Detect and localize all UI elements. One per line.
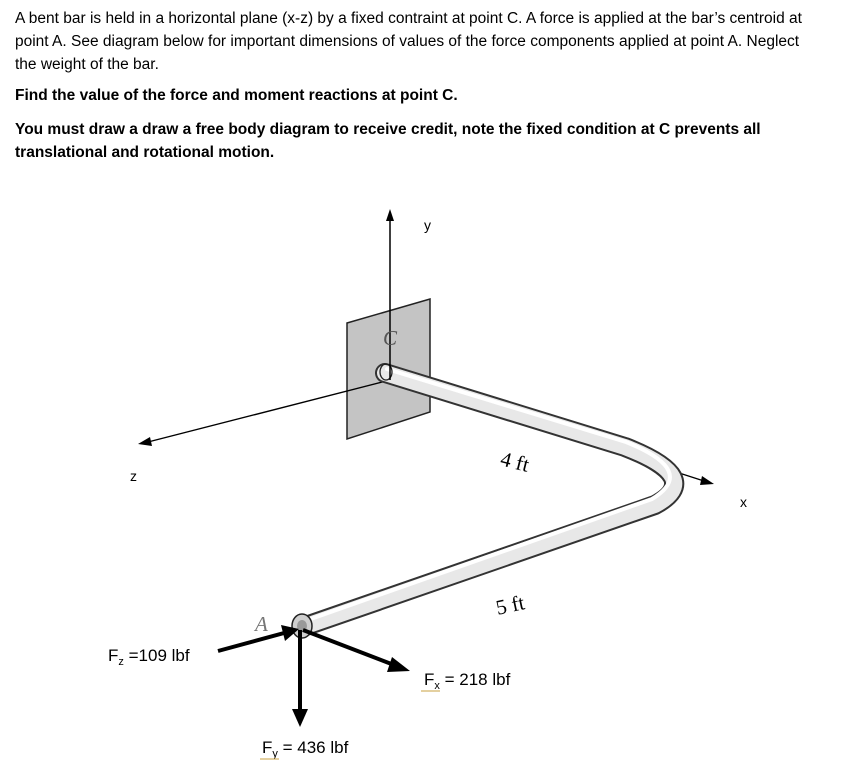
problem-paragraph-requirement: You must draw a draw a free body diagram to receive credit, note the fixed condition at C prevents all translational and rotational motion. <box>15 121 761 161</box>
x-axis-label: x <box>740 494 747 510</box>
dimension-4ft-label: 4 ft <box>498 446 532 477</box>
force-fx-arrow <box>303 630 410 672</box>
point-c-label: C <box>383 326 398 350</box>
force-fz-label: $F_z =109$ lbf <box>108 646 190 668</box>
force-fy-arrow <box>292 630 308 727</box>
problem-paragraph-setup: A bent bar is held in a horizontal plane (x-z) by a fixed contraint at point C. A force is applied at the bar’s centroid at point A. See diagram below for important dimensions of values of the force components applied at point A. Neglect the weight of the bar. <box>15 10 802 73</box>
point-a-label: A <box>255 612 268 636</box>
force-fy-label: $F_y = 436$ lbf <box>262 738 349 760</box>
y-axis-label: y <box>424 217 431 233</box>
z-axis-label: z <box>130 468 137 484</box>
problem-paragraph-task: Find the value of the force and moment reactions at point C. <box>15 87 458 104</box>
force-fx-label: $F_x = 218$ lbf <box>424 670 511 692</box>
dimension-5ft-label: 5 ft <box>493 590 527 620</box>
